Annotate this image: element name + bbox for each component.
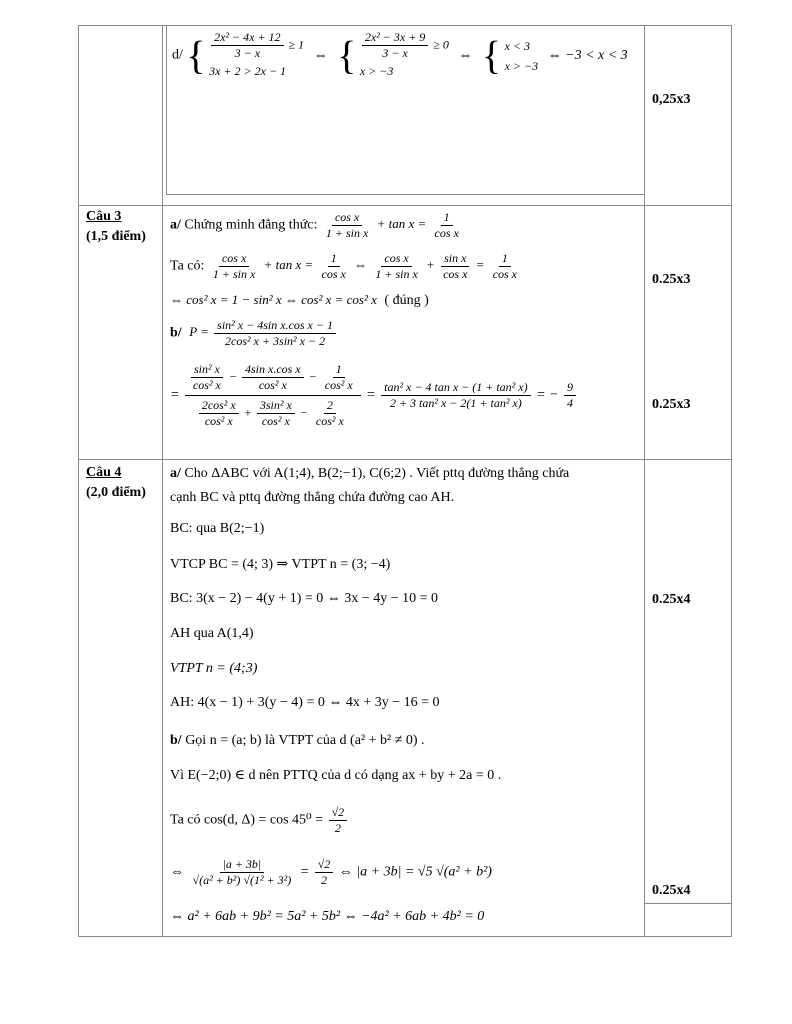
fraction-denominator: 2cos² x + 3sin² x − 2 xyxy=(225,334,326,348)
quadratic-form-line: ⇔ a² + 6ab + 9b² = 5a² + 5b² ⇔ −4a² + 6ab + 4b² = 0 xyxy=(170,909,485,924)
system-1 xyxy=(209,30,304,81)
inequality-system-line xyxy=(172,30,628,81)
ah-equation: AH: 4(x − 1) + 3(y − 4) = 0 ⇔ 4x + 3y − 16 = 0 xyxy=(170,695,440,710)
absolute-value-line xyxy=(170,857,492,888)
fraction-denominator: 1 + sin x xyxy=(325,226,369,240)
equals-symbol: = xyxy=(366,387,376,403)
tangent-fraction xyxy=(381,380,530,411)
equals-symbol: = xyxy=(299,864,310,880)
score-cell-divider xyxy=(644,903,732,904)
fraction-numerator: tan² x − 4 tan x − (1 + tan² x) xyxy=(381,380,530,396)
table-right-border xyxy=(731,25,732,937)
fraction-denominator: 1 + sin x xyxy=(212,267,256,281)
fraction-denominator: 3 − x xyxy=(234,46,261,60)
fraction-numerator: 3sin² x xyxy=(257,398,295,414)
fraction-numerator: 2cos² x xyxy=(199,398,239,414)
fraction-denominator: cos² x xyxy=(204,414,233,428)
fraction-denominator: cos x xyxy=(434,226,459,240)
score-cau4-a: 0.25x4 xyxy=(652,592,691,607)
d-label: d/ xyxy=(172,47,183,63)
fraction-denominator: cos x xyxy=(321,267,346,281)
fraction-denominator: √(a² + b²) √(1² + 3²) xyxy=(192,873,292,887)
part-a-prefix: a/ xyxy=(170,217,181,233)
fraction-denominator: cos² x xyxy=(324,378,353,392)
row-divider-cau4 xyxy=(78,459,732,460)
cau4-part-b xyxy=(170,733,425,749)
fraction-numerator: |a + 3b| xyxy=(220,857,265,873)
question-3-points: (1,5 điểm) xyxy=(86,229,146,244)
ta-co-label: Ta có: xyxy=(170,258,205,274)
ah-through-point: AH qua A(1,4) xyxy=(170,626,254,641)
bc-equation: BC: 3(x − 2) − 4(y + 1) = 0 ⇔ 3x − 4y − 10 = 0 xyxy=(170,591,438,606)
cau3-proof-line xyxy=(170,251,522,282)
table-left-border xyxy=(78,25,79,937)
part-b-prefix: b/ xyxy=(170,325,182,341)
fraction-numerator: 4sin x.cos x xyxy=(242,362,304,378)
question-4-points: (2,0 điểm) xyxy=(86,485,146,500)
compound-fraction xyxy=(185,362,361,429)
fraction-numerator: 1 xyxy=(441,210,453,226)
system-3-bottom: x > −3 xyxy=(504,58,539,73)
cau3-part-a xyxy=(170,210,464,241)
fraction-numerator: cos x xyxy=(219,251,249,267)
minus-symbol: − xyxy=(299,405,308,420)
part-a-prefix: a/ xyxy=(170,466,181,481)
fraction-denominator: cos² x xyxy=(192,378,221,392)
equation-middle: + tan x = xyxy=(376,216,427,232)
iff-symbol: ⇔ xyxy=(170,864,184,880)
fraction-denominator: 2 + 3 tan² x − 2(1 + tan² x) xyxy=(389,396,522,410)
fraction-numerator: 2 xyxy=(324,398,336,414)
fraction-numerator: 2x² − 4x + 12 xyxy=(211,30,283,46)
fraction-numerator: 1 xyxy=(328,251,340,267)
cau4-part-a-line2: cạnh BC và pttq đường thẳng chứa đường cao AH. xyxy=(170,490,455,505)
iff-symbol: ⇔ xyxy=(458,47,473,63)
iff-symbol: ⇔ xyxy=(313,47,328,63)
fraction-denominator: cos x xyxy=(443,267,468,281)
left-brace: { xyxy=(337,32,357,78)
bc-direction-vector: VTCP BC = (4; 3) ⇒ VTPT n = (3; −4) xyxy=(170,557,391,572)
fraction-numerator: 9 xyxy=(564,380,576,396)
bc-through-point: BC: qua B(2;−1) xyxy=(170,521,265,536)
minus-symbol: − xyxy=(308,369,317,384)
fraction-denominator: cos x xyxy=(492,267,518,281)
question-4-label: Câu 4 xyxy=(86,465,122,480)
equals-symbol: = xyxy=(475,257,485,273)
cau3-conclusion-line xyxy=(170,292,429,309)
inner-box-bottom xyxy=(166,194,644,195)
equals-minus: = − xyxy=(536,387,559,403)
fraction-numerator: 1 xyxy=(499,251,511,267)
cau4-part-a-line1 xyxy=(170,466,569,482)
point-e-condition: Vì E(−2;0) ∈ d nên PTTQ của d có dạng ax + by + 2a = 0 . xyxy=(170,768,502,783)
identity-equation xyxy=(321,210,464,240)
part-a-text: Chứng minh đẳng thức: xyxy=(180,217,321,233)
relation: ≥ 0 xyxy=(433,37,449,52)
table-col2-divider xyxy=(644,25,645,937)
fraction-numerator: sin x xyxy=(441,251,469,267)
system-3 xyxy=(505,36,539,76)
cosine-angle-line xyxy=(170,805,349,836)
fraction-denominator: 2 xyxy=(321,873,327,887)
score-cau4-b: 0.25x4 xyxy=(652,883,691,898)
result-fraction xyxy=(564,380,576,411)
cau3-big-fraction-line xyxy=(170,362,578,429)
system-3-top: x < 3 xyxy=(504,38,531,53)
table-bottom-border xyxy=(78,936,732,937)
plus-symbol: + xyxy=(426,257,435,273)
row-divider-cau3 xyxy=(78,205,732,206)
fraction-numerator: cos x xyxy=(381,251,411,267)
minus-symbol: − xyxy=(228,369,237,384)
system-2-bottom: x > −3 xyxy=(359,64,394,78)
table-top-border xyxy=(78,25,732,26)
fraction-denominator: cos² x xyxy=(315,414,344,428)
plus-symbol: + xyxy=(243,405,252,420)
identity-conclusion: ⇔ cos² x = 1 − sin² x ⇔ cos² x = cos² x xyxy=(170,292,377,307)
fraction-denominator: 1 + sin x xyxy=(375,267,418,281)
inequality-result: ⇔ −3 < x < 3 xyxy=(547,47,628,63)
system-1-bottom: 3x + 2 > 2x − 1 xyxy=(209,64,287,78)
fraction-numerator: cos x xyxy=(332,210,362,226)
system-2 xyxy=(360,30,449,81)
iff-symbol: ⇔ xyxy=(354,257,368,273)
fraction-denominator: 2 xyxy=(334,821,341,835)
fraction-numerator: sin² x xyxy=(191,362,223,378)
true-note: ( đúng ) xyxy=(384,293,429,308)
fraction-numerator: sin² x − 4sin x.cos x − 1 xyxy=(214,318,336,334)
part-b-prefix: b/ xyxy=(170,733,182,748)
score-row-d: 0,25x3 xyxy=(652,92,691,107)
cau3-part-b xyxy=(170,318,338,349)
ah-normal-vector: VTPT n = (4;3) xyxy=(170,661,258,676)
left-brace: { xyxy=(186,32,206,78)
cosine-statement: Ta có cos(d, Δ) = cos 45⁰ = xyxy=(170,812,324,828)
table-col1-divider xyxy=(162,25,163,937)
fraction-denominator: 3 − x xyxy=(382,46,408,60)
score-cau3-a: 0.25x3 xyxy=(652,272,691,287)
equals-symbol: = xyxy=(170,387,180,403)
fraction-numerator: 2x² − 3x + 9 xyxy=(362,30,428,46)
question-3-label: Câu 3 xyxy=(86,209,122,224)
part-a-text: Cho ΔABC với A(1;4), B(2;−1), C(6;2) . Viết pttq đường thẳng chứa xyxy=(180,466,570,481)
equation-middle: + tan x = xyxy=(263,257,314,273)
part-b-text: Gọi n = (a; b) là VTPT của d (a² + b² ≠ 0) . xyxy=(181,733,425,748)
score-cau3-b: 0.25x3 xyxy=(652,397,691,412)
fraction-numerator: 1 xyxy=(333,362,345,378)
system-1-fraction xyxy=(211,30,283,61)
relation: ≥ 1 xyxy=(288,37,305,52)
fraction-numerator: √2 xyxy=(315,857,334,873)
fraction-denominator: cos² x xyxy=(258,378,287,392)
fraction-denominator: cos² x xyxy=(261,414,290,428)
fraction-numerator: √2 xyxy=(329,805,348,821)
fraction-denominator: 4 xyxy=(567,396,573,410)
inner-box-left xyxy=(166,25,167,195)
system-2-fraction xyxy=(362,30,428,61)
left-brace: { xyxy=(481,32,502,78)
absolute-value-rest: ⇔ |a + 3b| = √5 √(a² + b²) xyxy=(338,864,492,880)
p-definition: P = xyxy=(189,324,209,340)
